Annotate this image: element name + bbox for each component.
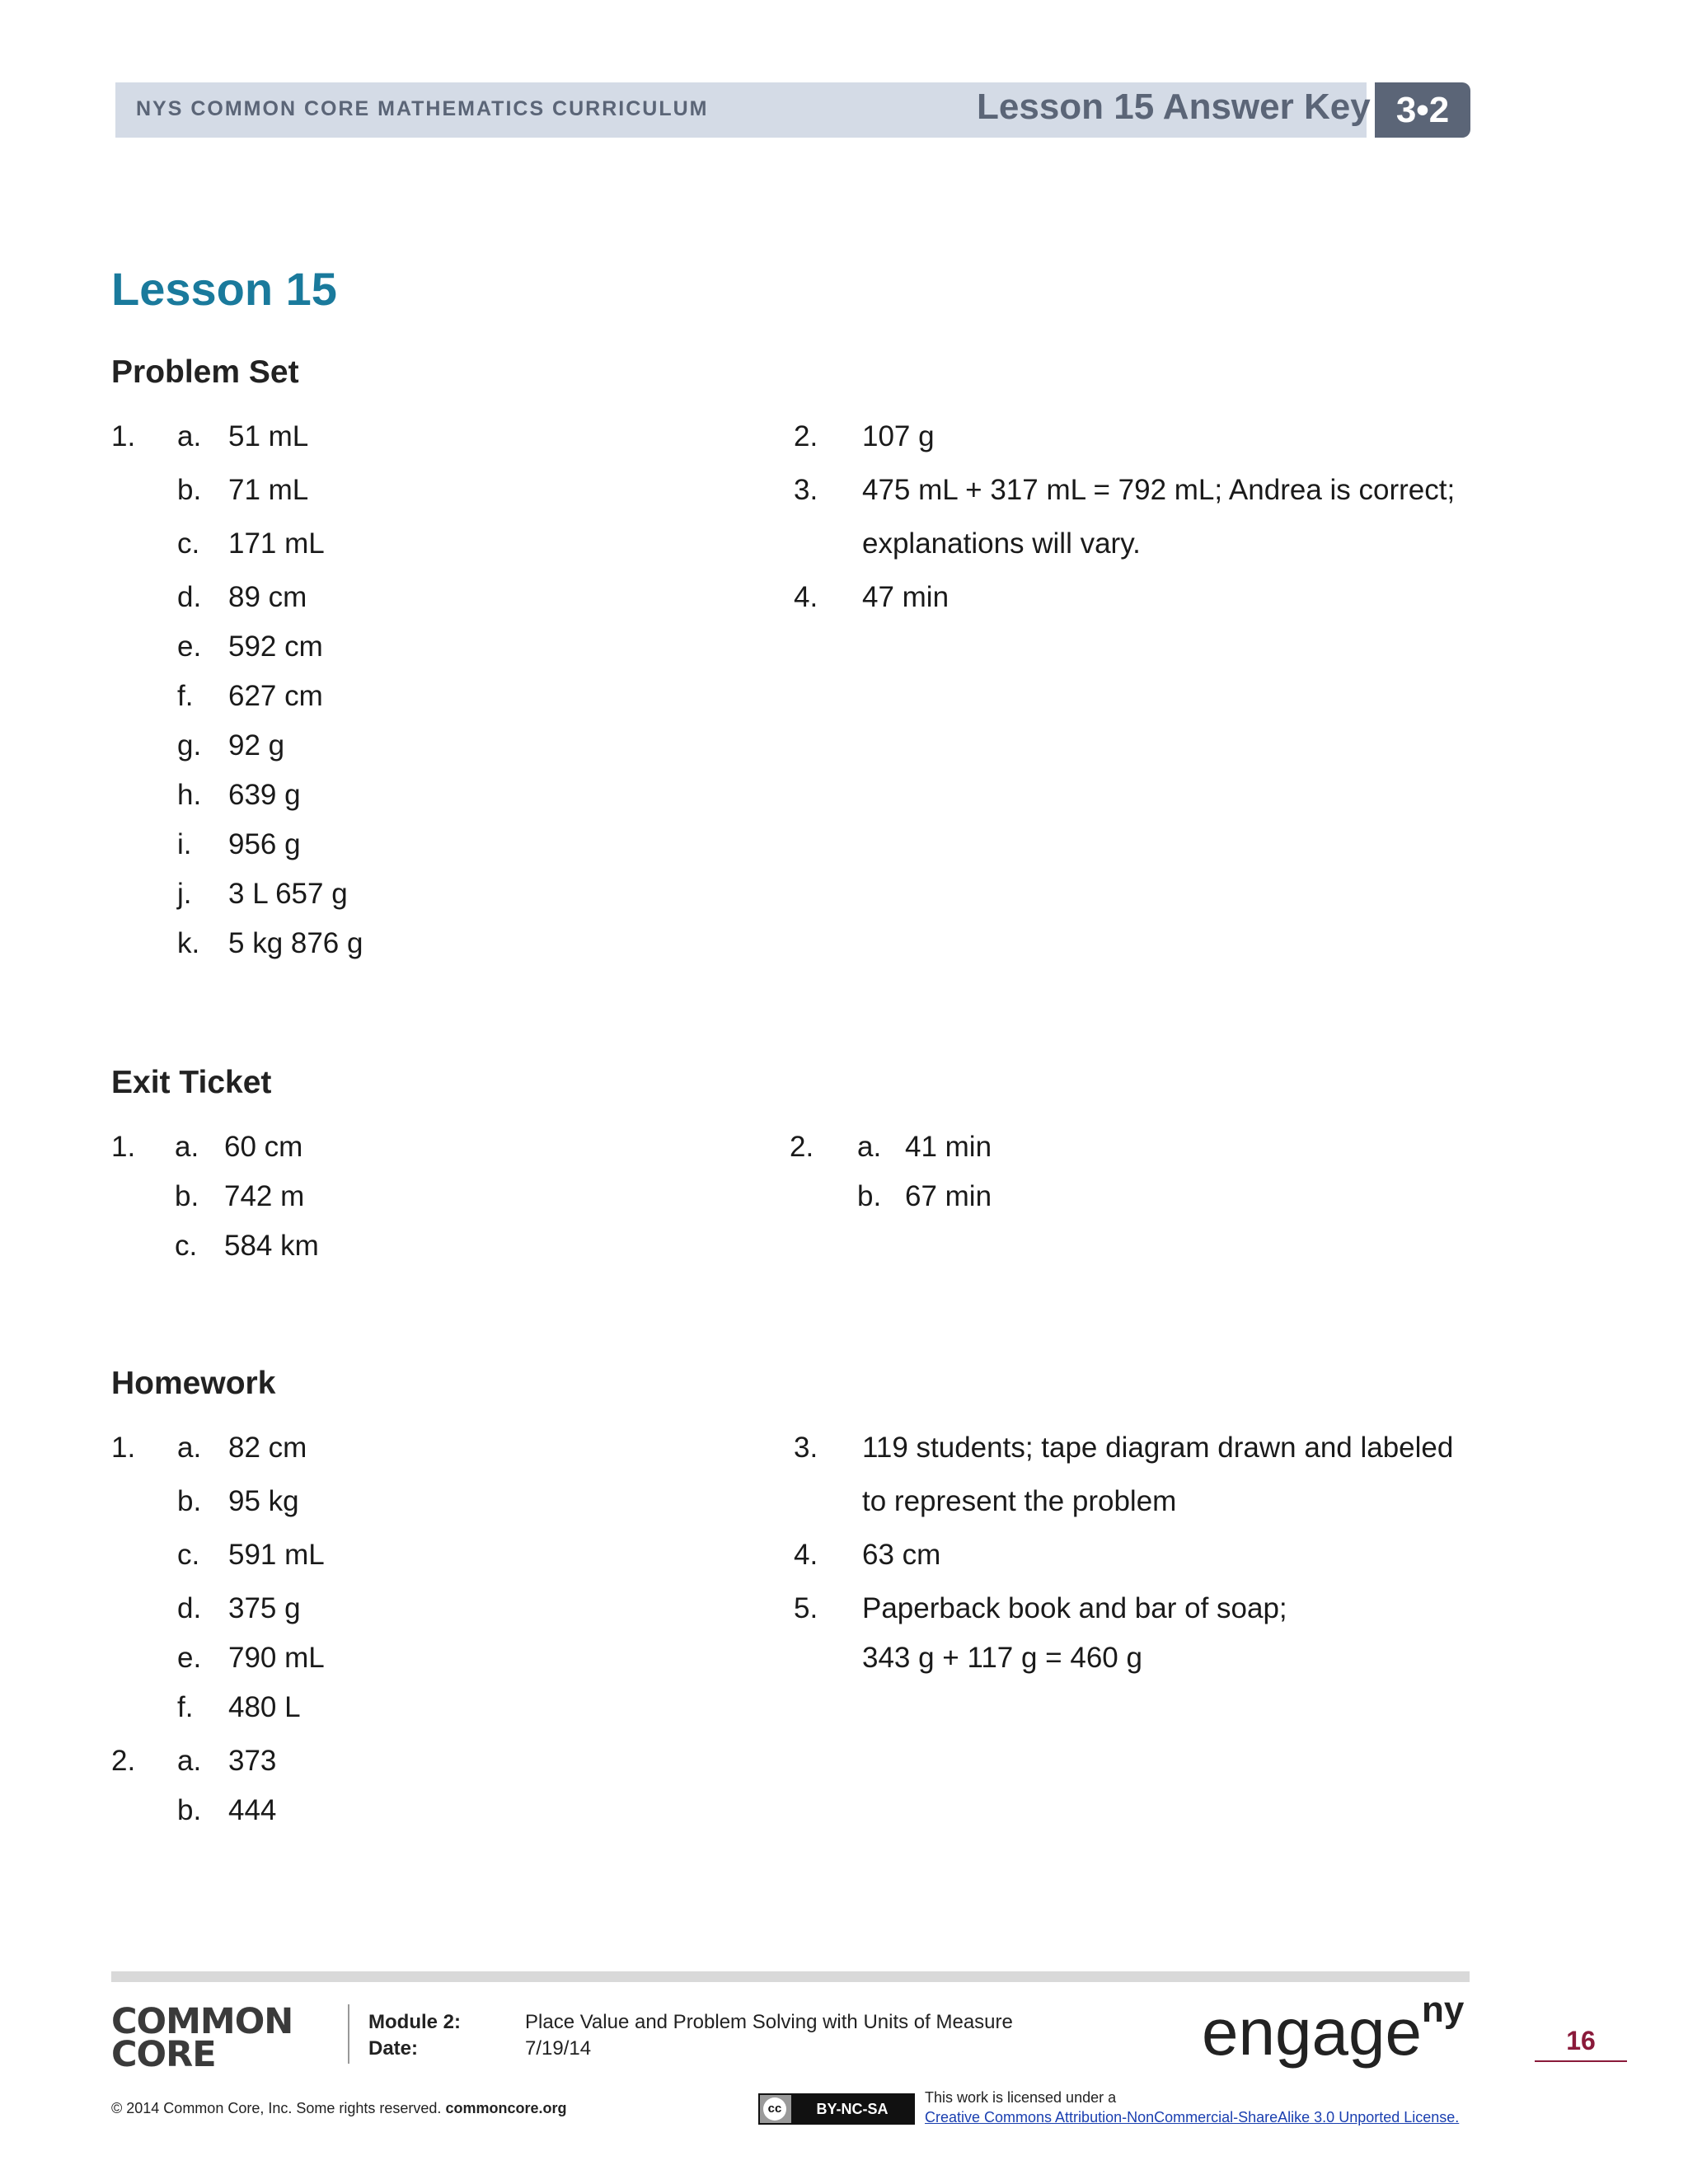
answer-key-title: Lesson 15 Answer Key (977, 87, 1371, 127)
item-letter: d. (177, 1592, 202, 1624)
item-letter: c. (175, 1230, 198, 1262)
item-letter: b. (175, 1180, 199, 1212)
license-intro: This work is licensed under a (925, 2089, 1117, 2106)
problem-number: 3. (794, 1432, 818, 1464)
module-value: Place Value and Problem Solving with Units of Measure (525, 2011, 1013, 2033)
module-label: Module 2: (368, 2011, 461, 2033)
answer-text: 95 kg (228, 1485, 299, 1517)
date-value: 7/19/14 (525, 2037, 592, 2060)
problem-number: 1. (111, 1131, 136, 1163)
answer-text: 119 students; tape diagram drawn and labeled (862, 1432, 1454, 1464)
problem-number: 5. (794, 1592, 818, 1624)
item-letter: g. (177, 729, 202, 762)
answer-text: 584 km (224, 1230, 319, 1262)
logo-line-2: CORE (111, 2034, 216, 2075)
item-letter: h. (177, 779, 202, 811)
answer-text: 89 cm (228, 581, 307, 613)
problem-number: 2. (794, 420, 818, 452)
page-number: 16 (1566, 2026, 1596, 2055)
answer-text: 627 cm (228, 680, 323, 712)
item-letter: b. (177, 474, 202, 506)
date-label: Date: (368, 2037, 419, 2060)
answer-text: 71 mL (228, 474, 309, 506)
answer-text: 444 (228, 1794, 277, 1826)
answer-text: 639 g (228, 779, 301, 811)
footer-divider (111, 1971, 1470, 1982)
logo-line-1: COMMON (111, 2001, 293, 2042)
common-core-logo (111, 2001, 293, 2075)
item-letter: e. (177, 1642, 202, 1674)
cc-license-badge[interactable] (758, 2093, 915, 2125)
copyright-text: © 2014 Common Core, Inc. Some rights reserved. (111, 2100, 446, 2116)
answer-text: 5 kg 876 g (228, 927, 363, 959)
section-heading-homework: Homework (111, 1366, 276, 1401)
answer-text: 592 cm (228, 630, 323, 663)
copyright-site-link[interactable]: commoncore.org (445, 2100, 567, 2116)
item-letter: f. (177, 1691, 194, 1723)
item-letter: b. (177, 1485, 202, 1517)
answer-text: 3 L 657 g (228, 878, 348, 910)
engage-text: engage (1202, 1995, 1422, 2069)
curriculum-title: NYS COMMON CORE MATHEMATICS CURRICULUM (136, 97, 709, 120)
copyright-notice (111, 2100, 566, 2117)
answer-text: 171 mL (228, 527, 325, 560)
answer-text: explanations will vary. (862, 527, 1141, 560)
item-letter: i. (177, 828, 192, 860)
item-letter: j. (177, 878, 192, 910)
answer-text: 60 cm (224, 1131, 303, 1163)
answer-text: 480 L (228, 1691, 301, 1723)
problem-number: 3. (794, 474, 818, 506)
problem-number: 2. (790, 1131, 814, 1163)
page-title: Lesson 15 (111, 263, 337, 315)
problem-number: 4. (794, 1539, 818, 1571)
answer-text: 475 mL + 317 mL = 792 mL; Andrea is correct; (862, 474, 1456, 506)
answer-text: 82 cm (228, 1432, 307, 1464)
answer-text: 790 mL (228, 1642, 325, 1674)
section-heading-problem-set: Problem Set (111, 354, 299, 390)
answer-text: 373 (228, 1745, 277, 1777)
item-letter: c. (177, 1539, 200, 1571)
answer-text: 63 cm (862, 1539, 941, 1571)
answer-text: 742 m (224, 1180, 305, 1212)
item-letter: d. (177, 581, 202, 613)
answer-text: 591 mL (228, 1539, 325, 1571)
item-letter: f. (177, 680, 194, 712)
answer-text: 956 g (228, 828, 301, 860)
answer-text: to represent the problem (862, 1485, 1177, 1517)
answer-text: 47 min (862, 581, 950, 613)
engage-superscript: ny (1421, 1990, 1465, 2030)
item-letter: a. (177, 1745, 202, 1777)
answer-text: 51 mL (228, 420, 309, 452)
answer-text: 92 g (228, 729, 285, 762)
item-letter: a. (177, 1432, 202, 1464)
section-heading-exit-ticket: Exit Ticket (111, 1065, 272, 1100)
problem-number: 2. (111, 1745, 136, 1777)
item-letter: b. (177, 1794, 202, 1826)
cc-badge-label: BY-NC-SA (791, 2095, 913, 2123)
answer-text: 343 g + 117 g = 460 g (862, 1642, 1142, 1674)
engageny-logo (1202, 1990, 1465, 2070)
problem-number: 1. (111, 420, 136, 452)
item-letter: a. (177, 420, 202, 452)
item-letter: a. (175, 1131, 199, 1163)
item-letter: k. (177, 927, 200, 959)
item-letter: c. (177, 527, 200, 560)
creative-commons-icon: cc (763, 2097, 786, 2121)
answer-text: 375 g (228, 1592, 301, 1624)
grade-module-badge: 3•2 (1375, 82, 1470, 138)
page-number-rule (1535, 2060, 1627, 2062)
answer-text: 41 min (905, 1131, 992, 1163)
answer-text: Paperback book and bar of soap; (862, 1592, 1287, 1624)
item-letter: a. (857, 1131, 882, 1163)
item-letter: b. (857, 1180, 882, 1212)
item-letter: e. (177, 630, 202, 663)
footer-vertical-divider (348, 2004, 349, 2064)
problem-number: 1. (111, 1432, 136, 1464)
license-link[interactable]: Creative Commons Attribution-NonCommercial-ShareAlike 3.0 Unported License. (925, 2109, 1460, 2125)
answer-text: 107 g (862, 420, 935, 452)
answer-text: 67 min (905, 1180, 992, 1212)
problem-number: 4. (794, 581, 818, 613)
